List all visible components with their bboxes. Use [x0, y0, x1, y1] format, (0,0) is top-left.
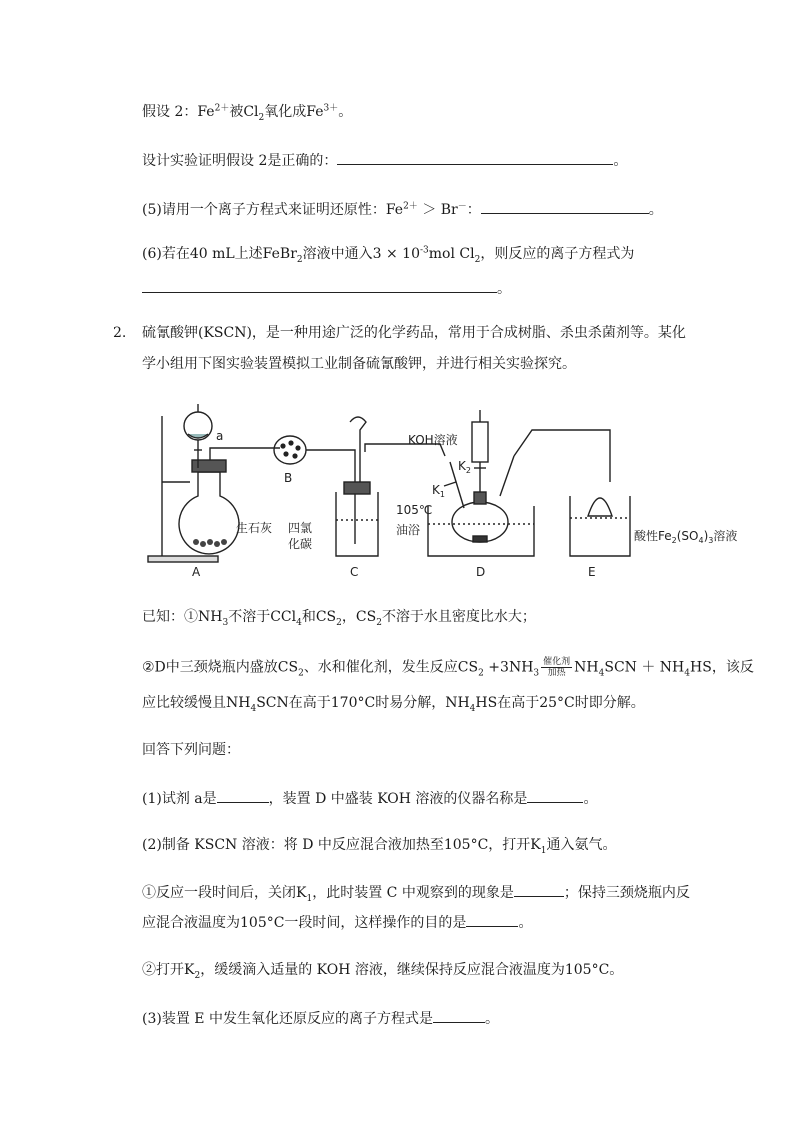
eq-line2a: 应比较缓慢且NH — [142, 695, 251, 711]
q2-1-blank-1[interactable] — [514, 882, 564, 897]
eq-c: +3NH — [483, 659, 534, 676]
q6-sup1: -3 — [419, 245, 429, 256]
tube-a-b — [210, 448, 280, 460]
q2-1-line2end: 。 — [518, 915, 533, 931]
k1-stopcock — [444, 482, 456, 486]
question-2-line — [142, 835, 617, 855]
label-B: B — [284, 471, 293, 485]
question-1-line — [142, 788, 597, 809]
tube-b-c — [306, 450, 355, 544]
stand-base — [148, 556, 218, 562]
q2-1-a: ①反应一段时间后，关闭K — [142, 885, 307, 901]
label-ccl4-2: 化碳 — [288, 537, 313, 551]
known-sub3: 2 — [336, 617, 342, 628]
eq-a: ②D中三颈烧瓶内盛放CS — [142, 659, 299, 676]
question-2-1-line-1 — [142, 882, 690, 903]
label-C: C — [350, 565, 359, 579]
heating-label: 加热 — [547, 668, 566, 678]
known-a: 已知：①NH — [142, 609, 223, 625]
q2-2-sub1: 2 — [194, 970, 201, 981]
inverted-funnel-e — [588, 498, 612, 516]
q6-answer-blank[interactable] — [142, 278, 497, 293]
known-sub4: 2 — [376, 617, 382, 628]
q3-end: 。 — [484, 1011, 499, 1027]
question-6-answer-line — [142, 278, 511, 299]
reaction-line-2 — [142, 693, 645, 713]
label-fe2so43: 酸性$Fe_2(SO_4)_3$溶液 — [634, 529, 738, 545]
catalyst-label: 催化剂 — [543, 657, 571, 667]
reaction-condition — [541, 657, 572, 678]
eq-f: HS，该反 — [690, 659, 754, 676]
answer-heading: 回答下列问题： — [142, 742, 240, 758]
hyp2-text: 假设 2：Fe — [142, 104, 215, 120]
label-D: D — [476, 565, 486, 579]
label-E: E — [588, 565, 596, 579]
eq-line2sub1: 4 — [250, 703, 257, 714]
q2-1-b: ，此时装置 C 中观察到的现象是 — [312, 885, 514, 901]
stir-bar — [473, 536, 487, 542]
q6-a: (6)若在40 mL上述FeBr — [142, 246, 297, 262]
q3-a: (3)装置 E 中发生氧化还原反应的离子方程式是 — [142, 1011, 433, 1027]
q5-sup2: － — [457, 201, 467, 212]
eq-e: SCN ＋ NH — [604, 659, 685, 676]
q5-mid: ＞ Br — [417, 202, 458, 218]
q6-d: ，则反应的离子方程式为 — [480, 246, 635, 262]
q2-2-b: ，缓缓滴入适量的 KOH 溶液，继续保持反应混合液温度为105°C。 — [200, 962, 624, 978]
q5-answer-blank[interactable] — [481, 199, 649, 214]
design-text: 设计实验证明假设 2是正确的： — [142, 153, 338, 169]
q2-b: 通入氨气。 — [546, 837, 617, 853]
q2-1-c: ；保持三颈烧瓶内反 — [563, 885, 690, 901]
eq-sub2: 2 — [478, 668, 484, 679]
q6-b: 溶液中通入3 × 10 — [302, 246, 420, 262]
known-sub1: 3 — [222, 617, 229, 628]
flask-d-center-neck — [474, 492, 486, 504]
q6-c: mol Cl — [428, 246, 475, 262]
hyp2-sup2: 3＋ — [323, 103, 339, 114]
design-line — [142, 150, 627, 171]
eq-sub3: 3 — [533, 668, 540, 679]
question-5-line — [142, 199, 663, 220]
q5-end: 。 — [648, 202, 663, 218]
q6-sub1: 2 — [296, 254, 303, 265]
q3-blank[interactable] — [433, 1008, 485, 1023]
eq-sub1: 2 — [298, 668, 304, 679]
reaction-line-1 — [142, 657, 754, 678]
q6-sub2: 2 — [474, 254, 481, 265]
question-6-line — [142, 244, 634, 264]
q2-2-a: ②打开K — [142, 962, 195, 978]
eq-line2c: HS在高于25°C时即分解。 — [475, 695, 645, 711]
problem-2-line-2: 学小组用下图实验装置模拟工业制备硫氰酸钾，并进行相关实验探究。 — [142, 356, 576, 372]
problem-2-number: 2. — [113, 325, 127, 341]
drying-agent-b — [280, 440, 300, 458]
q2-1-line2a: 应混合液温度为105°C一段时间，这样操作的目的是 — [142, 915, 467, 931]
hyp2-mid: 被Cl — [229, 104, 259, 120]
oil-bath-d — [428, 506, 534, 556]
hyp2-end: 。 — [338, 104, 353, 120]
q2-1-blank-2[interactable] — [466, 912, 518, 927]
q1-blank-2[interactable] — [527, 788, 583, 803]
lime-granules — [193, 539, 227, 547]
q1-blank-1[interactable] — [217, 788, 269, 803]
question-2-1-line-2 — [142, 912, 532, 933]
hyp2-mid2: 氧化成Fe — [264, 104, 324, 120]
q1-end: 。 — [583, 791, 598, 807]
eq-b: 、水和催化剂，发生反应CS — [303, 659, 479, 676]
apparatus-diagram — [140, 396, 780, 586]
tube-d-e — [514, 430, 610, 482]
q6-end: 。 — [497, 281, 511, 297]
label-k1: $K_1$ — [432, 483, 445, 499]
eq-sub5: 4 — [684, 668, 691, 679]
design-end: 。 — [613, 153, 628, 169]
hyp2-sub1: 2 — [258, 112, 265, 123]
eq-sub4: 4 — [598, 668, 605, 679]
question-3-line — [142, 1008, 499, 1029]
q2-a: (2)制备 KSCN 溶液：将 D 中反应混合液加热至105°C，打开K — [142, 837, 541, 853]
q1-a: (1)试剂 a是 — [142, 791, 217, 807]
dropping-funnel — [472, 422, 488, 462]
eq-line2sub2: 4 — [469, 703, 476, 714]
label-temp: 105℃ — [396, 503, 433, 517]
known-e: 不溶于水且密度比水大； — [381, 609, 536, 625]
drying-tube-b — [274, 436, 306, 464]
q1-b: ，装置 D 中盛装 KOH 溶液的仪器名称是 — [268, 791, 528, 807]
known-b: 不溶于CCl — [228, 609, 297, 625]
problem-2-line-1: 硫氰酸钾(KSCN)，是一种用途广泛的化学药品，常用于合成树脂、杀虫杀菌剂等。某化 — [142, 325, 686, 341]
label-bath: 油浴 — [396, 523, 421, 537]
q2-1-sub1: 1 — [306, 893, 313, 904]
eq-line2b: SCN在高于170°C时易分解，NH — [256, 695, 470, 711]
known-line — [142, 607, 536, 627]
known-c: 和CS — [301, 609, 337, 625]
bottle-c — [336, 492, 378, 556]
label-A: A — [192, 565, 201, 579]
q5-text: (5)请用一个离子方程式来证明还原性：Fe — [142, 202, 404, 218]
design-answer-blank[interactable] — [337, 150, 613, 165]
label-ccl4-1: 四氯 — [288, 521, 313, 535]
hypothesis-2-line — [142, 102, 352, 122]
label-koh: KOH溶液 — [408, 433, 458, 447]
eq-d: NH — [574, 659, 599, 676]
beaker-e — [570, 496, 630, 556]
bottle-c-stopper — [344, 482, 370, 494]
question-2-2-line — [142, 960, 623, 980]
hyp2-sup1: 2＋ — [214, 103, 230, 114]
q5-sup1: 2＋ — [403, 201, 418, 212]
label-k2: $K_2$ — [458, 459, 471, 475]
flask-d-right-neck — [500, 456, 514, 496]
label-a: a — [216, 429, 224, 443]
q5-colon: ： — [466, 202, 481, 218]
flask-a-stopper — [192, 460, 226, 472]
known-d: ，CS — [341, 609, 377, 625]
q2-sub1: 1 — [540, 845, 547, 856]
label-lime: 生石灰 — [236, 521, 273, 535]
known-sub2: 4 — [296, 617, 302, 628]
